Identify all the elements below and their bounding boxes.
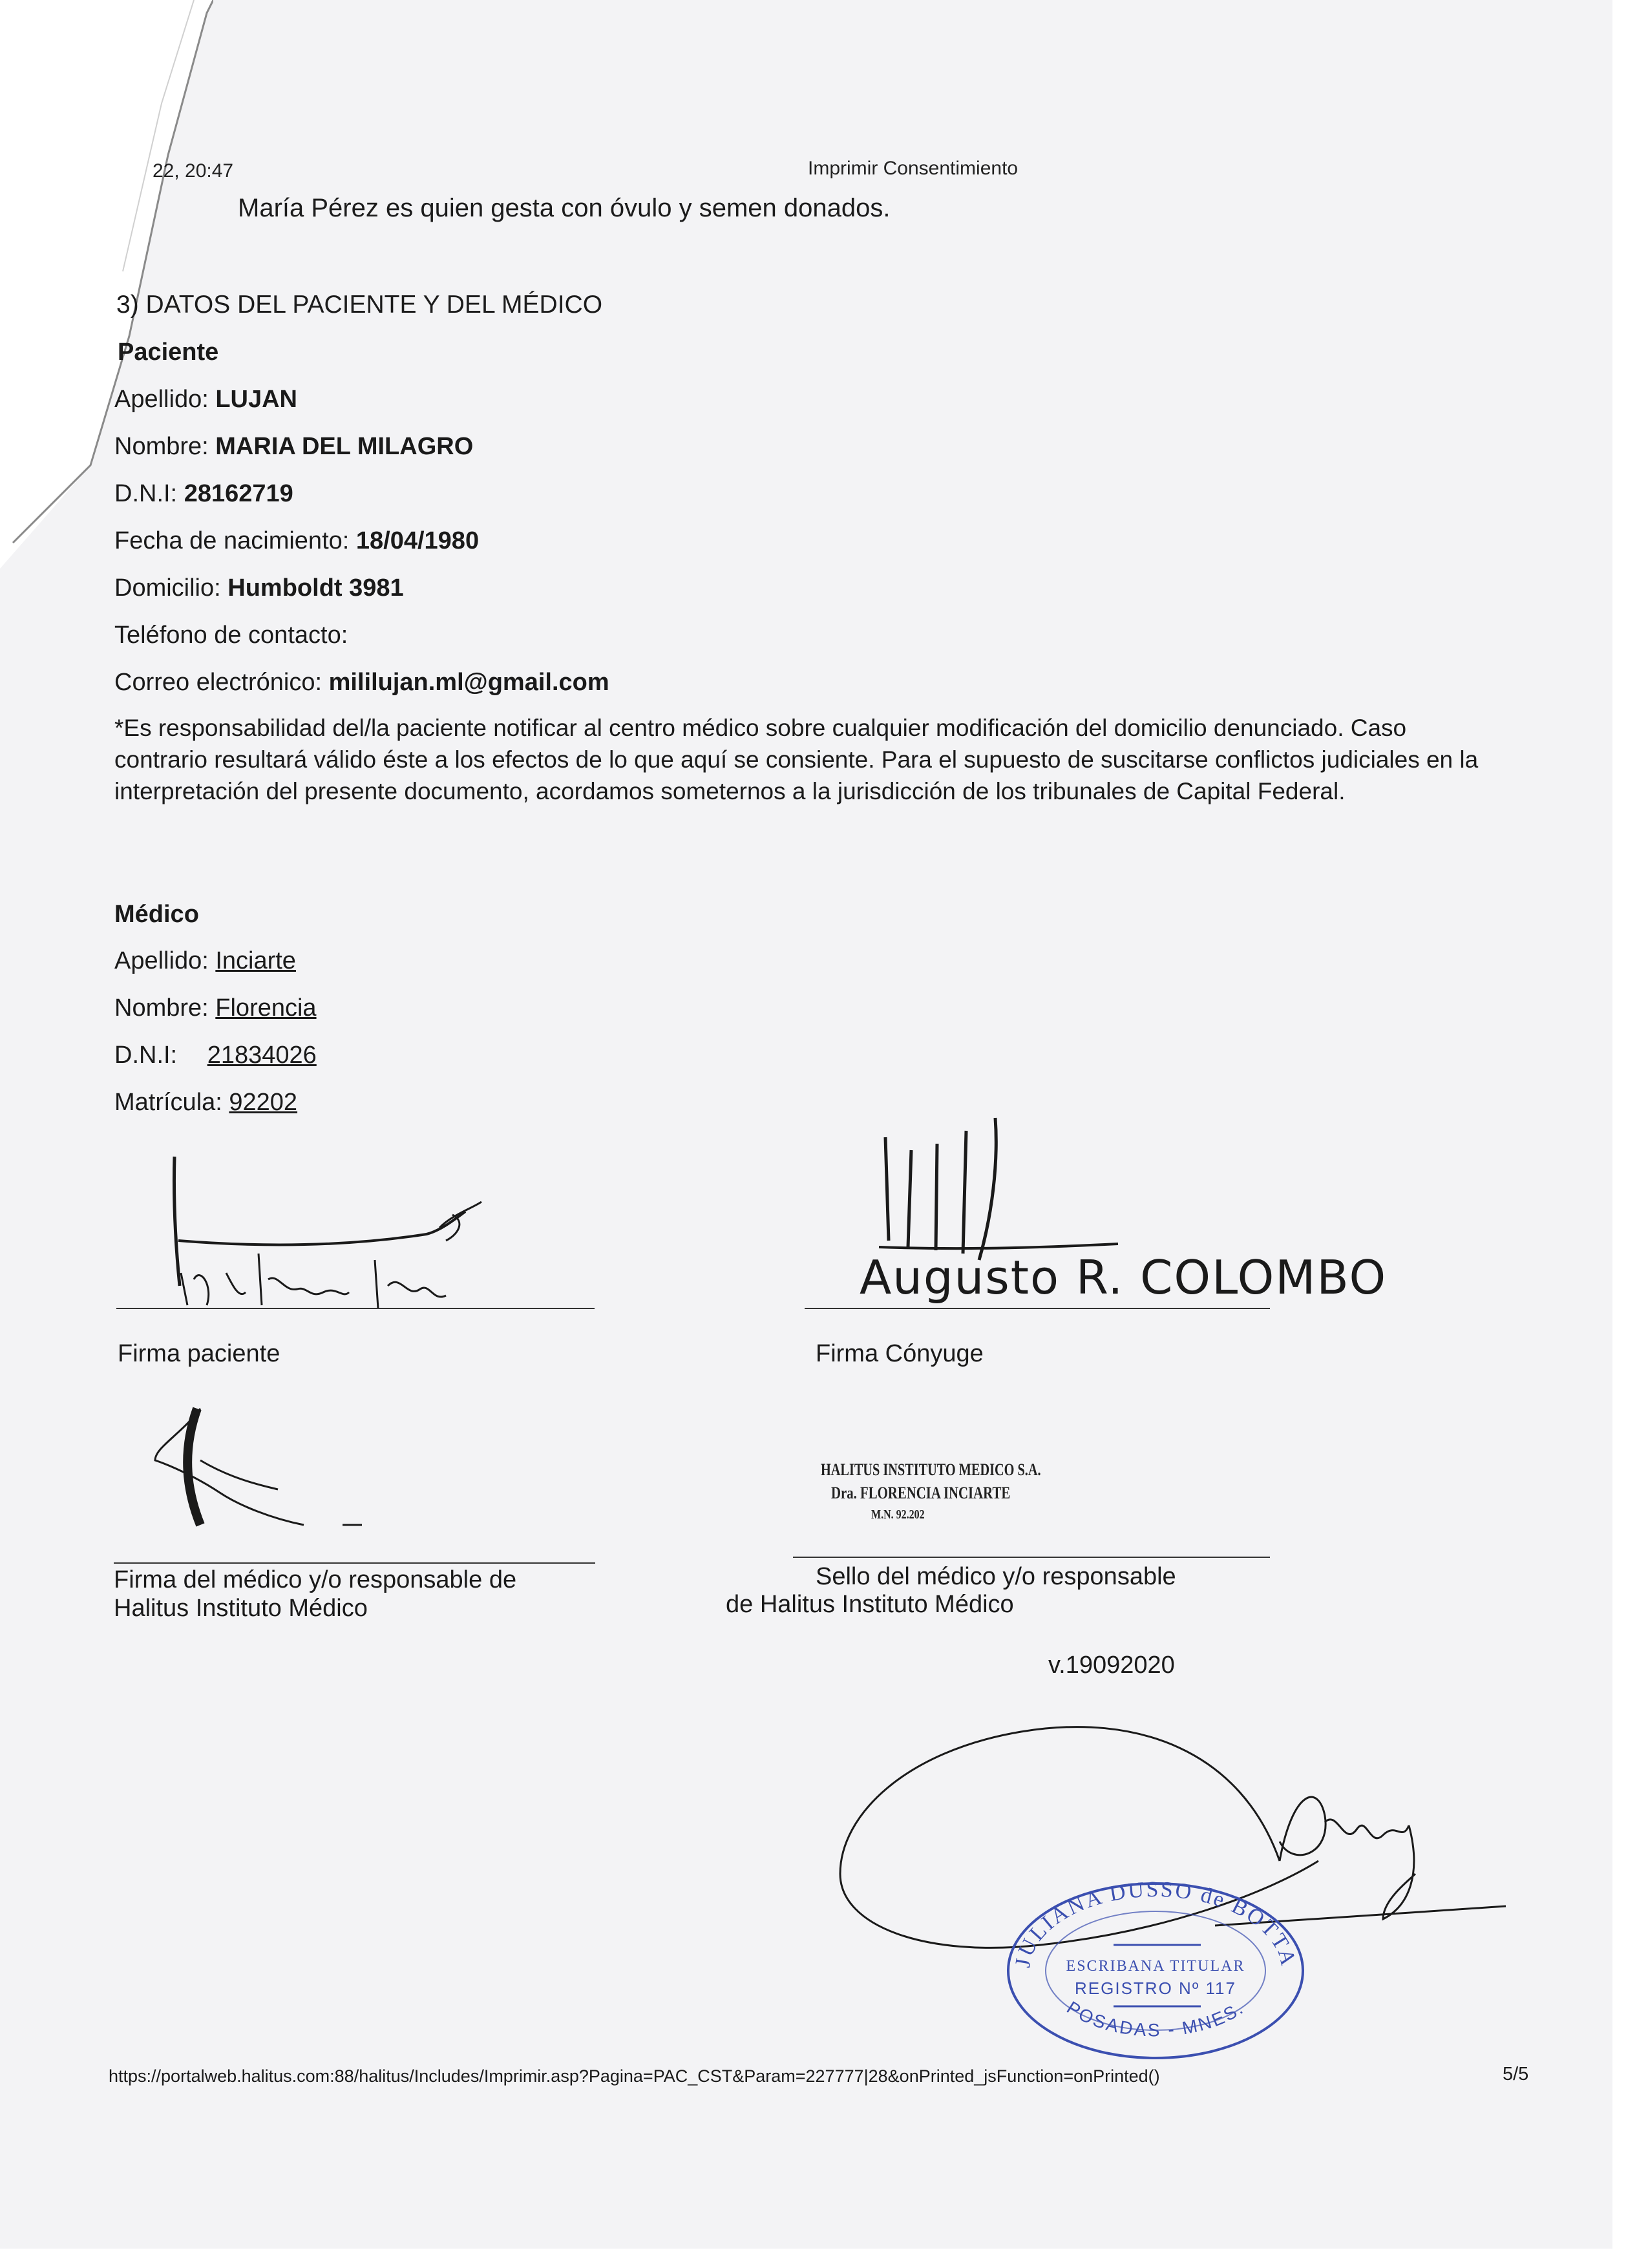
footer-url: https://portalweb.halitus.com:88/halitus/Includes/Imprimir.asp?Pagina=PAC_CST&Param=227777|28&onPrinted_jsFunction=onPrinted() — [109, 2066, 1160, 2086]
patient-address-label: Domicilio: — [114, 574, 221, 602]
notary-stamp-mid1: ESCRIBANA TITULAR — [1066, 1958, 1245, 1975]
patient-dni-label: D.N.I: — [114, 480, 178, 507]
patient-dni-value: 28162719 — [184, 480, 293, 507]
doctor-apellido-label: Apellido: — [114, 947, 209, 974]
doctor-signature-drawing — [142, 1396, 388, 1544]
doctor-dni-label: D.N.I: — [114, 1042, 178, 1069]
patient-apellido-row — [114, 386, 297, 414]
doctor-nombre-row — [114, 994, 317, 1022]
version-label: v.19092020 — [1048, 1652, 1175, 1679]
doctor-dni-row — [114, 1042, 317, 1069]
doctor-heading: Médico — [114, 901, 199, 928]
spouse-signature-text: Augusto R. COLOMBO — [860, 1250, 1388, 1305]
patient-birth-row — [114, 527, 479, 555]
patient-address-row — [114, 574, 404, 602]
notary-stamp-seal — [1000, 1874, 1311, 2061]
doctor-stamp-line3: M.N. 92.202 — [871, 1507, 925, 1522]
patient-apellido-label: Apellido: — [114, 386, 209, 413]
patient-phone-label: Teléfono de contacto: — [114, 622, 348, 649]
patient-heading: Paciente — [118, 339, 219, 366]
intro-line: María Pérez es quien gesta con óvulo y semen donados. — [238, 194, 891, 222]
notary-stamp-mid2: REGISTRO Nº 117 — [1075, 1979, 1236, 1998]
doctor-apellido-row — [114, 947, 296, 975]
seal-label-2: de Halitus Instituto Médico — [726, 1591, 1014, 1618]
doctor-apellido-value: Inciarte — [215, 947, 296, 974]
doctor-matricula-row — [114, 1089, 297, 1117]
print-title: Imprimir Consentimiento — [808, 158, 1019, 179]
patient-nombre-value: MARIA DEL MILAGRO — [215, 433, 474, 460]
doctor-stamp-line2: Dra. FLORENCIA INCIARTE — [831, 1484, 1011, 1502]
notary-stamp-top-text: JULIANA DUSSO de BOTTA — [1011, 1877, 1301, 1970]
doctor-dni-value: 21834026 — [207, 1042, 317, 1069]
notary-stamp-bottom-text: POSADAS - MNES. — [1063, 1997, 1248, 2041]
patient-birth-value: 18/04/1980 — [355, 527, 480, 554]
patient-signature-label: Firma paciente — [118, 1340, 280, 1367]
doctor-signature-label-2: Halitus Instituto Médico — [114, 1595, 368, 1622]
scan-edge-right — [1612, 0, 1648, 2268]
patient-dni-row — [114, 480, 293, 508]
doctor-signature-label-1: Firma del médico y/o responsable de — [114, 1566, 517, 1593]
spouse-signature-line — [805, 1308, 1270, 1309]
patient-birth-label: Fecha de nacimiento: — [114, 527, 350, 554]
patient-email-label: Correo electrónico: — [114, 669, 322, 696]
doctor-signature-line — [114, 1562, 595, 1564]
print-datetime: 22, 20:47 — [153, 160, 234, 182]
patient-nombre-label: Nombre: — [114, 433, 209, 460]
patient-email-row — [114, 669, 609, 697]
patient-signature-drawing — [129, 1150, 530, 1318]
seal-line — [793, 1557, 1270, 1558]
doctor-matricula-value: 92202 — [229, 1089, 298, 1116]
patient-apellido-value: LUJAN — [215, 386, 298, 413]
footer-page-number: 5/5 — [1503, 2064, 1529, 2084]
patient-signature-line — [116, 1308, 595, 1309]
scan-edge-bottom — [0, 2249, 1648, 2268]
patient-nombre-row — [114, 433, 473, 461]
doctor-nombre-value: Florencia — [215, 994, 317, 1022]
doctor-nombre-label: Nombre: — [114, 994, 209, 1022]
doctor-stamp-line1: HALITUS INSTITUTO MEDICO S.A. — [821, 1460, 1041, 1479]
patient-address-value: Humboldt 3981 — [227, 574, 404, 602]
doctor-matricula-label: Matrícula: — [114, 1089, 222, 1116]
seal-label-1: Sello del médico y/o responsable — [816, 1563, 1176, 1590]
spouse-signature-label: Firma Cónyuge — [816, 1340, 984, 1367]
patient-email-value: mililujan.ml@gmail.com — [328, 669, 609, 696]
section-title: 3) DATOS DEL PACIENTE Y DEL MÉDICO — [116, 291, 603, 319]
svg-text:POSADAS - MNES. — [1063, 1997, 1248, 2040]
svg-text:JULIANA DUSSO de BOTTA — [1011, 1878, 1300, 1969]
disclaimer-paragraph: *Es responsabilidad del/la paciente notificar al centro médico sobre cualquier modificación del domicilio denunciado. Caso contrario resultará válido éste a los efectos de lo que aquí se consiente. Para el supuesto de suscitarse conflictos judiciales en la interpretación del presente documento, acordamos someternos a la jurisdicción de los tribunales de Capital Federal. — [114, 715, 1479, 804]
